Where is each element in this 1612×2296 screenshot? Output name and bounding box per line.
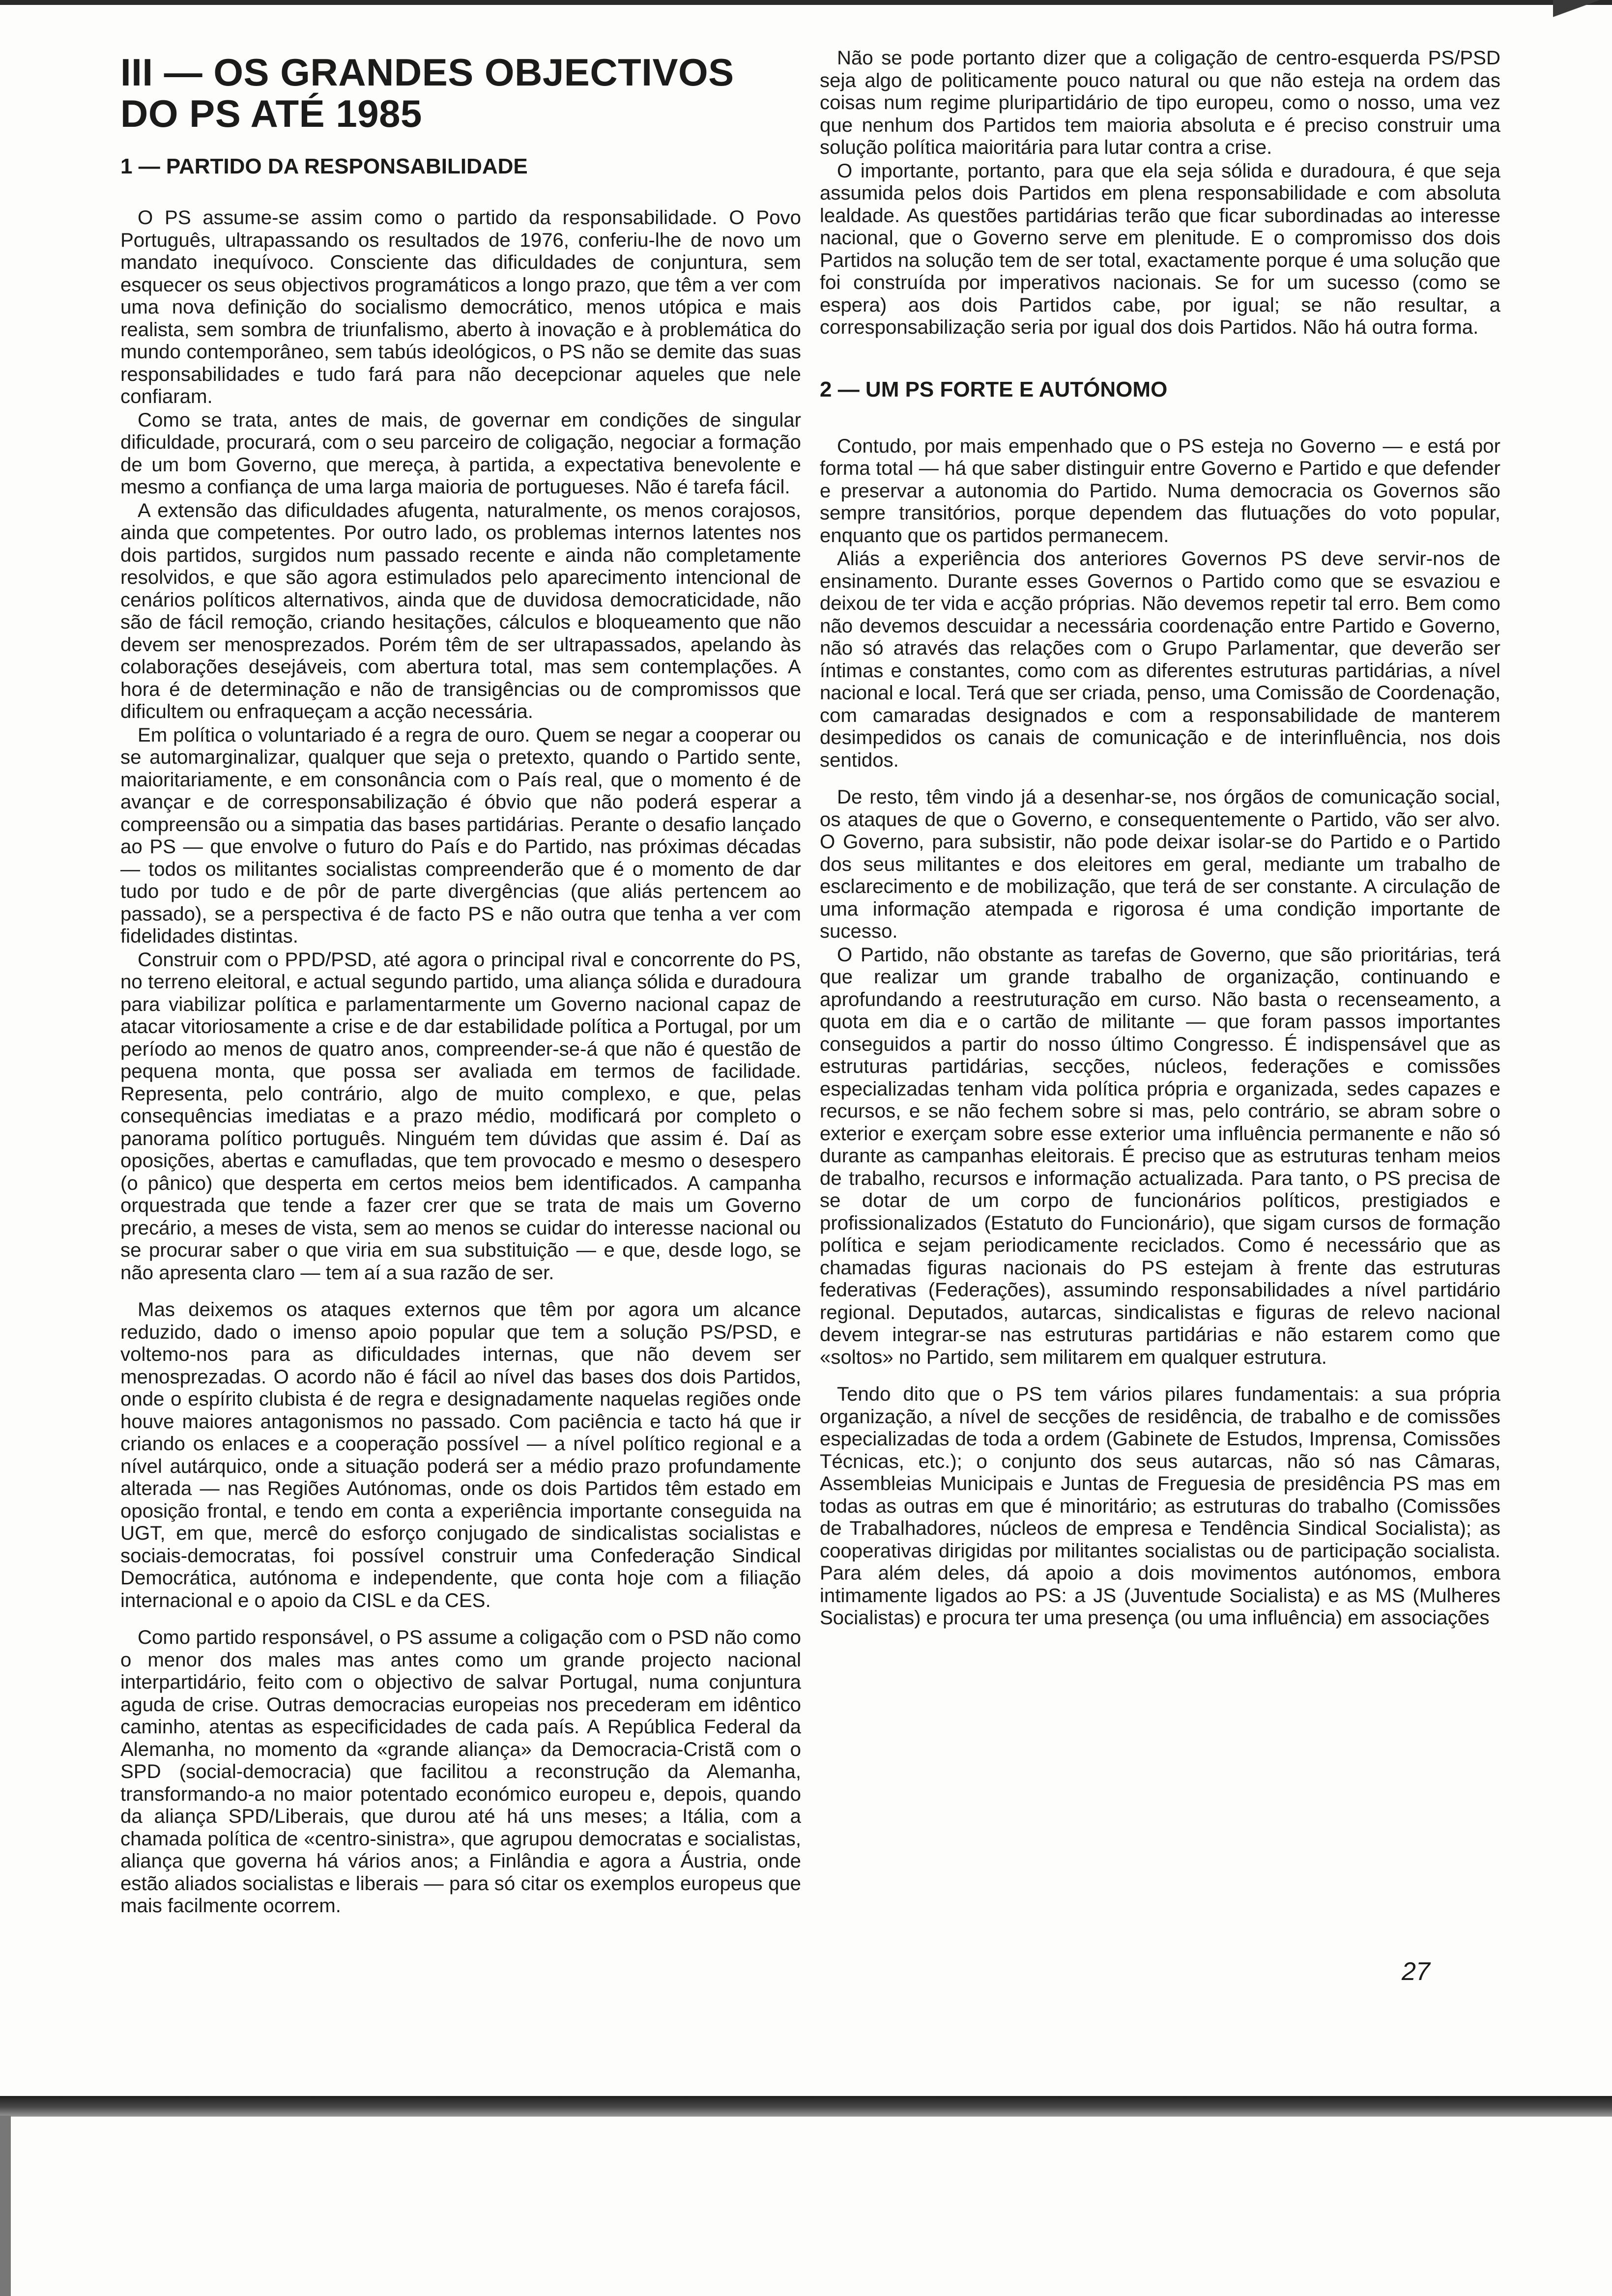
paragraph: A extensão das dificuldades afugenta, naturalmente, os menos corajosos, ainda que competentes. Por outro lado, os problemas internos latentes nos dois partidos, surgidos num passado recente e ainda não completamente resolvidos, e que são agora estimulados pelo aparecimento intencional de cenários políticos alternativos, ainda que de duvidosa democraticidade, não são de fácil remoção, criando hesitações, cálculos e bloqueamento que não devem ser menosprezados. Porém têm de ser ultrapassados, apelando às colaborações desejáveis, com abertura total, mas sem contemplações. A hora é de determinação e não de transigências ou de compromissos que dificultem ou enfraqueçam a acção necessária. [120, 499, 801, 722]
paragraph: Construir com o PPD/PSD, até agora o principal rival e concorrente do PS, no terreno eleitoral, e actual segundo partido, uma aliança sólida e duradoura para viabilizar política e parlamentarmente um Governo nacional capaz de atacar vitoriosamente a crise e de dar estabilidade política a Portugal, por um período ao menos de quatro anos, compreender-se-á que não é questão de pequena monta, que possa ser avaliada em termos de facilidade. Representa, pelo contrário, algo de muito complexo, e que, pelas consequências imediatas e a prazo médio, modificará por completo o panorama político português. Ninguém tem dúvidas que assim é. Daí as oposições, abertas e camufladas, que tem provocado e mesmo o desespero (o pânico) que desperta em certos meios bem identificados. A campanha orquestrada que tende a fazer crer que se trata de mais um Governo precário, a meses de vista, sem ao menos se cuidar do interesse nacional ou se procurar saber o que viria em sua substituição — e que, desde logo, se não apresenta claro — tem aí a sua razão de ser. [120, 948, 801, 1284]
title-line-2: DO PS ATÉ 1985 [120, 92, 422, 135]
paragraph: Como partido responsável, o PS assume a coligação com o PSD não como o menor dos males mas antes como um grande projecto nacional interpartidário, feito com o objectivo de salvar Portugal, numa conjuntura aguda de crise. Outras democracias europeias nos precederam em idêntico caminho, atentas as especificidades de cada país. A República Federal da Alemanha, no momento da «grande aliança» da Democracia-Cristã com o SPD (social-democracia) que facilitou a reconstrução da Alemanha, transformando-a no maior potentado económico europeu e, depois, quando da aliança SPD/Liberais, que durou até há uns meses; a Itália, com a chamada política de «centro-sinistra», que agrupou democratas e socialistas, aliança que governa há vários anos; a Finlândia e agora a Áustria, onde estão aliados socialistas e liberais — para só citar os exemplos europeus que mais facilmente ocorrem. [120, 1626, 801, 1917]
paragraph: De resto, têm vindo já a desenhar-se, nos órgãos de comunicação social, os ataques de que o Governo, e consequentemente o Partido, vão ser alvo. O Governo, para subsistir, não pode deixar isolar-se do Partido e o Partido dos seus militantes e dos eleitores em geral, mediante um trabalho de esclarecimento e de mobilização, que terá de ser constante. A circulação de uma informação atempada e rigorosa é uma condição importante de sucesso. [820, 786, 1500, 942]
scan-corner-fold [1553, 0, 1612, 34]
section-2-heading: 2 — UM PS FORTE E AUTÓNOMO [820, 377, 1168, 402]
paragraph: Contudo, por mais empenhado que o PS esteja no Governo — e está por forma total — há que saber distinguir entre Governo e Partido e que defender e preservar a autonomia do Partido. Numa democracia os Governos são sempre transitórios, porque dependem das flutuações do voto popular, enquanto que os partidos permanecem. [820, 434, 1500, 546]
scan-edge-left [0, 2116, 11, 2296]
paragraph: Tendo dito que o PS tem vários pilares fundamentais: a sua própria organização, a nível de secções de residência, de trabalho e de comissões especializadas de toda a ordem (Gabinete de Estudos, Imprensa, Comissões Técnicas, etc.); o conjunto dos seus autarcas, não só nas Câmaras, Assembleias Municipais e Juntas de Freguesia de presidência PS mas em todas as outras em que é minoritário; as estruturas do trabalho (Comissões de Trabalhadores, núcleos de empresa e Tendência Sindical Socialista); as cooperativas dirigidas por militantes socialistas ou de participação socialista. Para além deles, dá apoio a dois movimentos autónomos, embora intimamente ligados ao PS: a JS (Juventude Socialista) e as MS (Mulheres Socialistas) e procura ter uma presença (ou uma influência) em associações [820, 1383, 1500, 1629]
left-column [120, 47, 801, 1917]
paragraph: Mas deixemos os ataques externos que têm por agora um alcance reduzido, dado o imenso apoio popular que tem a solução PS/PSD, e voltemo-nos para as dificuldades internas, que não devem ser menosprezadas. O acordo não é fácil ao nível das bases dos dois Partidos, onde o espírito clubista é de regra e designadamente naquelas regiões onde houve maiores antagonismos no passado. Com paciência e tacto há que ir criando os enlaces e a cooperação possível — a nível político regional e a nível autárquico, onde a situação poderá ser a médio prazo profundamente alterada — nas Regiões Autónomas, onde os dois Partidos têm estado em oposição frontal, e tendo em conta a experiência importante conseguida na UGT, em que, mercê do esforço conjugado de sindicalistas socialistas e sociais-democratas, foi possível construir uma Confederação Sindical Democrática, autónoma e independente, que conta hoje com a filiação internacional e o apoio da CISL e da CES. [120, 1298, 801, 1611]
paragraph: O PS assume-se assim como o partido da responsabilidade. O Povo Português, ultrapassando os resultados de 1976, conferiu-lhe de novo um mandato inequívoco. Consciente das dificuldades de conjuntura, sem esquecer os seus objectivos programáticos a longo prazo, que têm a ver com uma nova definição do socialismo democrático, menos utópica e mais realista, sem sombra de triunfalismo, aberto à inovação e à problemática do mundo contemporâneo, sem tabús ideológicos, o PS não se demite das suas responsabilidades e tudo fará para não decepcionar aqueles que nele confiaram. [120, 206, 801, 407]
paragraph: O importante, portanto, para que ela seja sólida e duradoura, é que seja assumida pelos dois Partidos em plena responsabilidade e com absoluta lealdade. As questões partidárias terão que ficar subordinadas ao interesse nacional, que o Governo serve em plenitude. E o compromisso dos dois Partidos na solução tem de ser total, exactamente porque é uma solução que foi construída por imperativos nacionais. Se for um sucesso (como se espera) aos dois Partidos cabe, por igual; se não resultar, a corresponsabilização seria por igual dos dois Partidos. Não há outra forma. [820, 159, 1500, 338]
paragraph: Em política o voluntariado é a regra de ouro. Quem se negar a cooperar ou se automarginalizar, qualquer que seja o pretexto, quando o Partido sente, maioritariamente, e em consonância com o País real, que o momento é de avançar e de corresponsabilização é óbvio que não poderá esperar a compreensão ou a simpatia das bases partidárias. Perante o desafio lançado ao PS — que envolve o futuro do País e do Partido, nas próximas décadas — todos os militantes socialistas compreenderão que é o momento de dar tudo por tudo e de pôr de parte divergências (que aliás pertencem ao passado), se a perspectiva é de facto PS e não outra que tenha a ver com fidelidades distintas. [120, 723, 801, 947]
right-column [820, 47, 1500, 1629]
scan-edge-top [0, 0, 1612, 5]
section-1-heading: 1 — PARTIDO DA RESPONSABILIDADE [120, 154, 528, 178]
title-line-1: III — OS GRANDES OBJECTIVOS [120, 51, 734, 94]
page-title [120, 52, 801, 134]
scan-edge-bottom [0, 2096, 1612, 2117]
page-number: 27 [1402, 1957, 1430, 1986]
paragraph: Aliás a experiência dos anteriores Governos PS deve servir-nos de ensinamento. Durante esses Governos o Partido como que se esvaziou e deixou de ter vida e acção próprias. Não devemos repetir tal erro. Bem como não devemos descuidar a necessária coordenação entre Partido e Governo, não só através das relações com o Grupo Parlamentar, que deverão ser íntimas e constantes, como com as diferentes estruturas partidárias, a nível nacional e local. Terá que ser criada, penso, uma Comissão de Coordenação, com camaradas designados e com a responsabilidade de manterem desimpedidos os canais de comunicação e de interinfluência, nos dois sentidos. [820, 547, 1500, 771]
paragraph: O Partido, não obstante as tarefas de Governo, que são prioritárias, terá que realizar um grande trabalho de organização, continuando e aprofundando a reestruturação em curso. Não basta o recenseamento, a quota em dia e o cartão de militante — que foram passos importantes conseguidos a partir do nosso último Congresso. É indispensável que as estruturas partidárias, secções, núcleos, federações e comissões especializadas tenham vida política própria e organizada, sedes capazes e recursos, e se não fechem sobre si mas, pelo contrário, se abram sobre o exterior e exerçam sobre esse exterior uma influência permanente e não só durante as campanhas eleitorais. É preciso que as estruturas tenham meios de trabalho, recursos e informação actualizada. Para tanto, o PS precisa de se dotar de um corpo de funcionários políticos, prestigiados e profissionalizados (Estatuto do Funcionário), que sigam cursos de formação política e sejam periodicamente reciclados. Como é necessário que as chamadas figuras nacionais do PS estejam à frente das estruturas federativas (Federações), assumindo responsabilidades a nível partidário regional. Deputados, autarcas, sindicalistas e figuras de relevo nacional devem integrar-se nas estruturas partidárias e não estarem como que «soltos» no Partido, sem militarem em qualquer estrutura. [820, 943, 1500, 1368]
paragraph: Como se trata, antes de mais, de governar em condições de singular dificuldade, procurará, com o seu parceiro de coligação, negociar a formação de um bom Governo, que mereça, à partida, a expectativa benevolente e mesmo a confiança de uma larga maioria de portugueses. Não é tarefa fácil. [120, 408, 801, 498]
paragraph: Não se pode portanto dizer que a coligação de centro-esquerda PS/PSD seja algo de politicamente pouco natural ou que não esteja na ordem das coisas num regime pluripartidário de tipo europeu, como o nosso, uma vez que nenhum dos Partidos tem maioria absoluta e é preciso construir uma solução política maioritária para lutar contra a crise. [820, 47, 1500, 158]
